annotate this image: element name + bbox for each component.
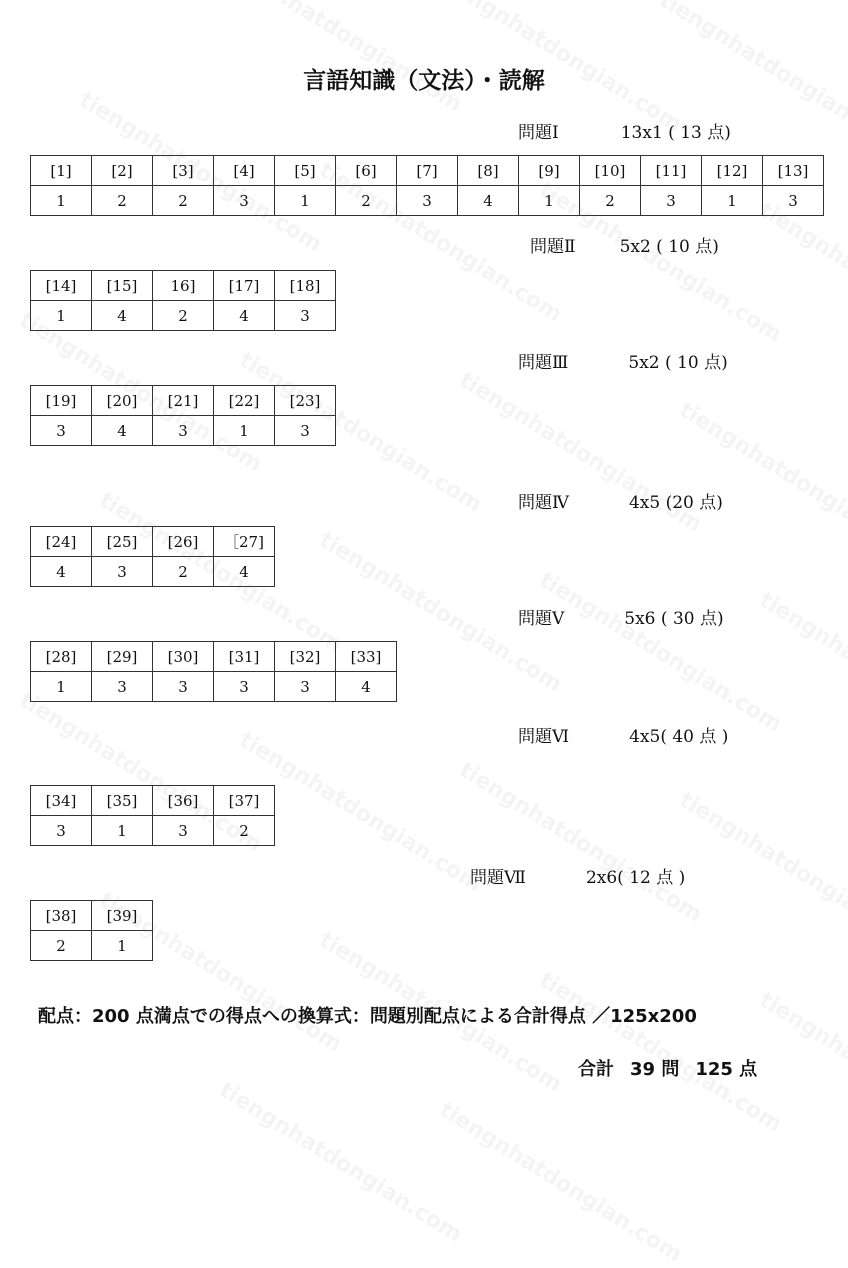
header-row [31, 156, 824, 186]
question-number-cell: [3] [153, 156, 214, 186]
question-number-cell: [22] [214, 386, 275, 416]
answer-table-2 [30, 270, 336, 331]
answer-table-3 [30, 385, 336, 446]
answer-cell: 2 [214, 816, 275, 846]
question-number-cell: [4] [214, 156, 275, 186]
answer-cell: 1 [702, 186, 763, 216]
answer-cell: 4 [214, 301, 275, 331]
question-number-cell: [20] [92, 386, 153, 416]
answer-row [31, 931, 153, 961]
answer-cell: 3 [214, 186, 275, 216]
question-number-cell: [31] [214, 642, 275, 672]
section-label: 問題Ⅴ [518, 609, 565, 629]
question-number-cell: [38] [31, 901, 92, 931]
question-number-cell: [7] [397, 156, 458, 186]
answer-cell: 3 [153, 672, 214, 702]
answer-table-5 [30, 641, 397, 702]
answer-cell: 4 [458, 186, 519, 216]
answer-cell: 1 [92, 816, 153, 846]
answer-table-1 [30, 155, 824, 216]
watermark-text [675, 787, 848, 957]
section-header-5 [518, 604, 724, 629]
question-number-cell: [21] [153, 386, 214, 416]
answer-cell: 2 [31, 931, 92, 961]
watermark-text [535, 967, 786, 1137]
question-number-cell: [10] [580, 156, 641, 186]
answer-cell: 2 [153, 301, 214, 331]
answer-table-4 [30, 526, 275, 587]
section-header-1 [518, 118, 731, 143]
page-title: 言語知識（文法）・読解 [303, 68, 545, 94]
answer-cell: 4 [92, 416, 153, 446]
watermark-text [215, 0, 466, 118]
answer-cell: 3 [153, 416, 214, 446]
section-label: 問題Ⅵ [518, 727, 570, 747]
watermark-text [755, 587, 848, 757]
question-number-cell: [26] [153, 527, 214, 557]
answer-cell: 3 [275, 672, 336, 702]
question-number-cell: [23] [275, 386, 336, 416]
answer-cell: 1 [31, 672, 92, 702]
answer-cell: 3 [92, 557, 153, 587]
question-number-cell: [39] [92, 901, 153, 931]
question-number-cell: [2] [92, 156, 153, 186]
total-label: 合計 [578, 1059, 614, 1080]
header-row [31, 527, 275, 557]
answer-cell: 1 [31, 301, 92, 331]
header-row [31, 786, 275, 816]
answer-row [31, 301, 336, 331]
answer-cell: 3 [763, 186, 824, 216]
question-number-cell: [5] [275, 156, 336, 186]
section-points: 5x6 ( 30 点) [624, 609, 724, 629]
answer-cell: 3 [31, 416, 92, 446]
answer-row [31, 186, 824, 216]
watermark-text [675, 397, 848, 567]
question-number-cell: ［27] [214, 527, 275, 557]
question-number-cell: [14] [31, 271, 92, 301]
question-number-cell: [18] [275, 271, 336, 301]
answer-row [31, 416, 336, 446]
question-number-cell: 16] [153, 271, 214, 301]
section-header-4 [518, 488, 723, 513]
section-label: 問題Ⅱ [530, 237, 576, 257]
section-points: 5x2 ( 10 点) [619, 237, 719, 257]
answer-cell: 3 [275, 301, 336, 331]
total-questions: 39 問 [630, 1059, 680, 1080]
answer-cell: 3 [275, 416, 336, 446]
header-row [31, 642, 397, 672]
question-number-cell: [24] [31, 527, 92, 557]
answer-row [31, 816, 275, 846]
question-number-cell: [1] [31, 156, 92, 186]
section-points: 4x5 (20 点) [628, 493, 723, 513]
header-row [31, 386, 336, 416]
answer-cell: 2 [336, 186, 397, 216]
watermark-text [455, 757, 706, 927]
question-number-cell: [28] [31, 642, 92, 672]
question-number-cell: [12] [702, 156, 763, 186]
answer-cell: 2 [153, 557, 214, 587]
total-line [578, 1055, 757, 1081]
answer-cell: 2 [580, 186, 641, 216]
watermark-text [215, 1077, 466, 1247]
question-number-cell: [8] [458, 156, 519, 186]
answer-row [31, 672, 397, 702]
section-points: 2x6( 12 点 ) [585, 868, 686, 888]
answer-cell: 1 [214, 416, 275, 446]
answer-cell: 3 [641, 186, 702, 216]
answer-cell: 4 [336, 672, 397, 702]
section-label: 問題Ⅳ [518, 493, 569, 513]
question-number-cell: [29] [92, 642, 153, 672]
answer-table-7 [30, 900, 153, 961]
total-score: 125 点 [695, 1059, 758, 1080]
section-label: 問題Ⅲ [518, 353, 569, 373]
question-number-cell: [30] [153, 642, 214, 672]
answer-cell: 2 [153, 186, 214, 216]
question-number-cell: [34] [31, 786, 92, 816]
watermark-text [755, 987, 848, 1157]
question-number-cell: [17] [214, 271, 275, 301]
watermark-text [435, 1097, 686, 1267]
question-number-cell: [36] [153, 786, 214, 816]
answer-cell: 4 [31, 557, 92, 587]
question-number-cell: [11] [641, 156, 702, 186]
answer-cell: 3 [214, 672, 275, 702]
section-header-3 [518, 348, 728, 373]
section-points: 5x2 ( 10 点) [628, 353, 728, 373]
answer-cell: 1 [92, 931, 153, 961]
question-number-cell: [19] [31, 386, 92, 416]
question-number-cell: [13] [763, 156, 824, 186]
answer-cell: 2 [92, 186, 153, 216]
watermark-text [755, 197, 848, 367]
answer-cell: 3 [31, 816, 92, 846]
answer-cell: 4 [214, 557, 275, 587]
answer-cell: 4 [92, 301, 153, 331]
answer-cell: 1 [31, 186, 92, 216]
question-number-cell: [6] [336, 156, 397, 186]
question-number-cell: [25] [92, 527, 153, 557]
section-label: 問題Ⅰ [518, 123, 559, 143]
header-row [31, 901, 153, 931]
scoring-note: 配点：200 点満点での得点への換算式：問題別配点による合計得点 ／125x200 [38, 1006, 697, 1027]
section-header-7 [470, 863, 685, 888]
answer-row [31, 557, 275, 587]
answer-cell: 3 [153, 816, 214, 846]
header-row [31, 271, 336, 301]
question-number-cell: [15] [92, 271, 153, 301]
question-number-cell: [33] [336, 642, 397, 672]
answer-table-6 [30, 785, 275, 846]
section-header-2 [530, 232, 719, 257]
answer-cell: 1 [519, 186, 580, 216]
section-points: 4x5( 40 点 ) [629, 727, 729, 747]
section-points: 13x1 ( 13 点) [620, 123, 731, 143]
answer-cell: 1 [275, 186, 336, 216]
answer-cell: 3 [92, 672, 153, 702]
section-header-6 [518, 722, 728, 747]
question-number-cell: [35] [92, 786, 153, 816]
answer-cell: 3 [397, 186, 458, 216]
question-number-cell: [32] [275, 642, 336, 672]
question-number-cell: [37] [214, 786, 275, 816]
question-number-cell: [9] [519, 156, 580, 186]
watermark-text [535, 567, 786, 737]
section-label: 問題Ⅶ [470, 868, 526, 888]
